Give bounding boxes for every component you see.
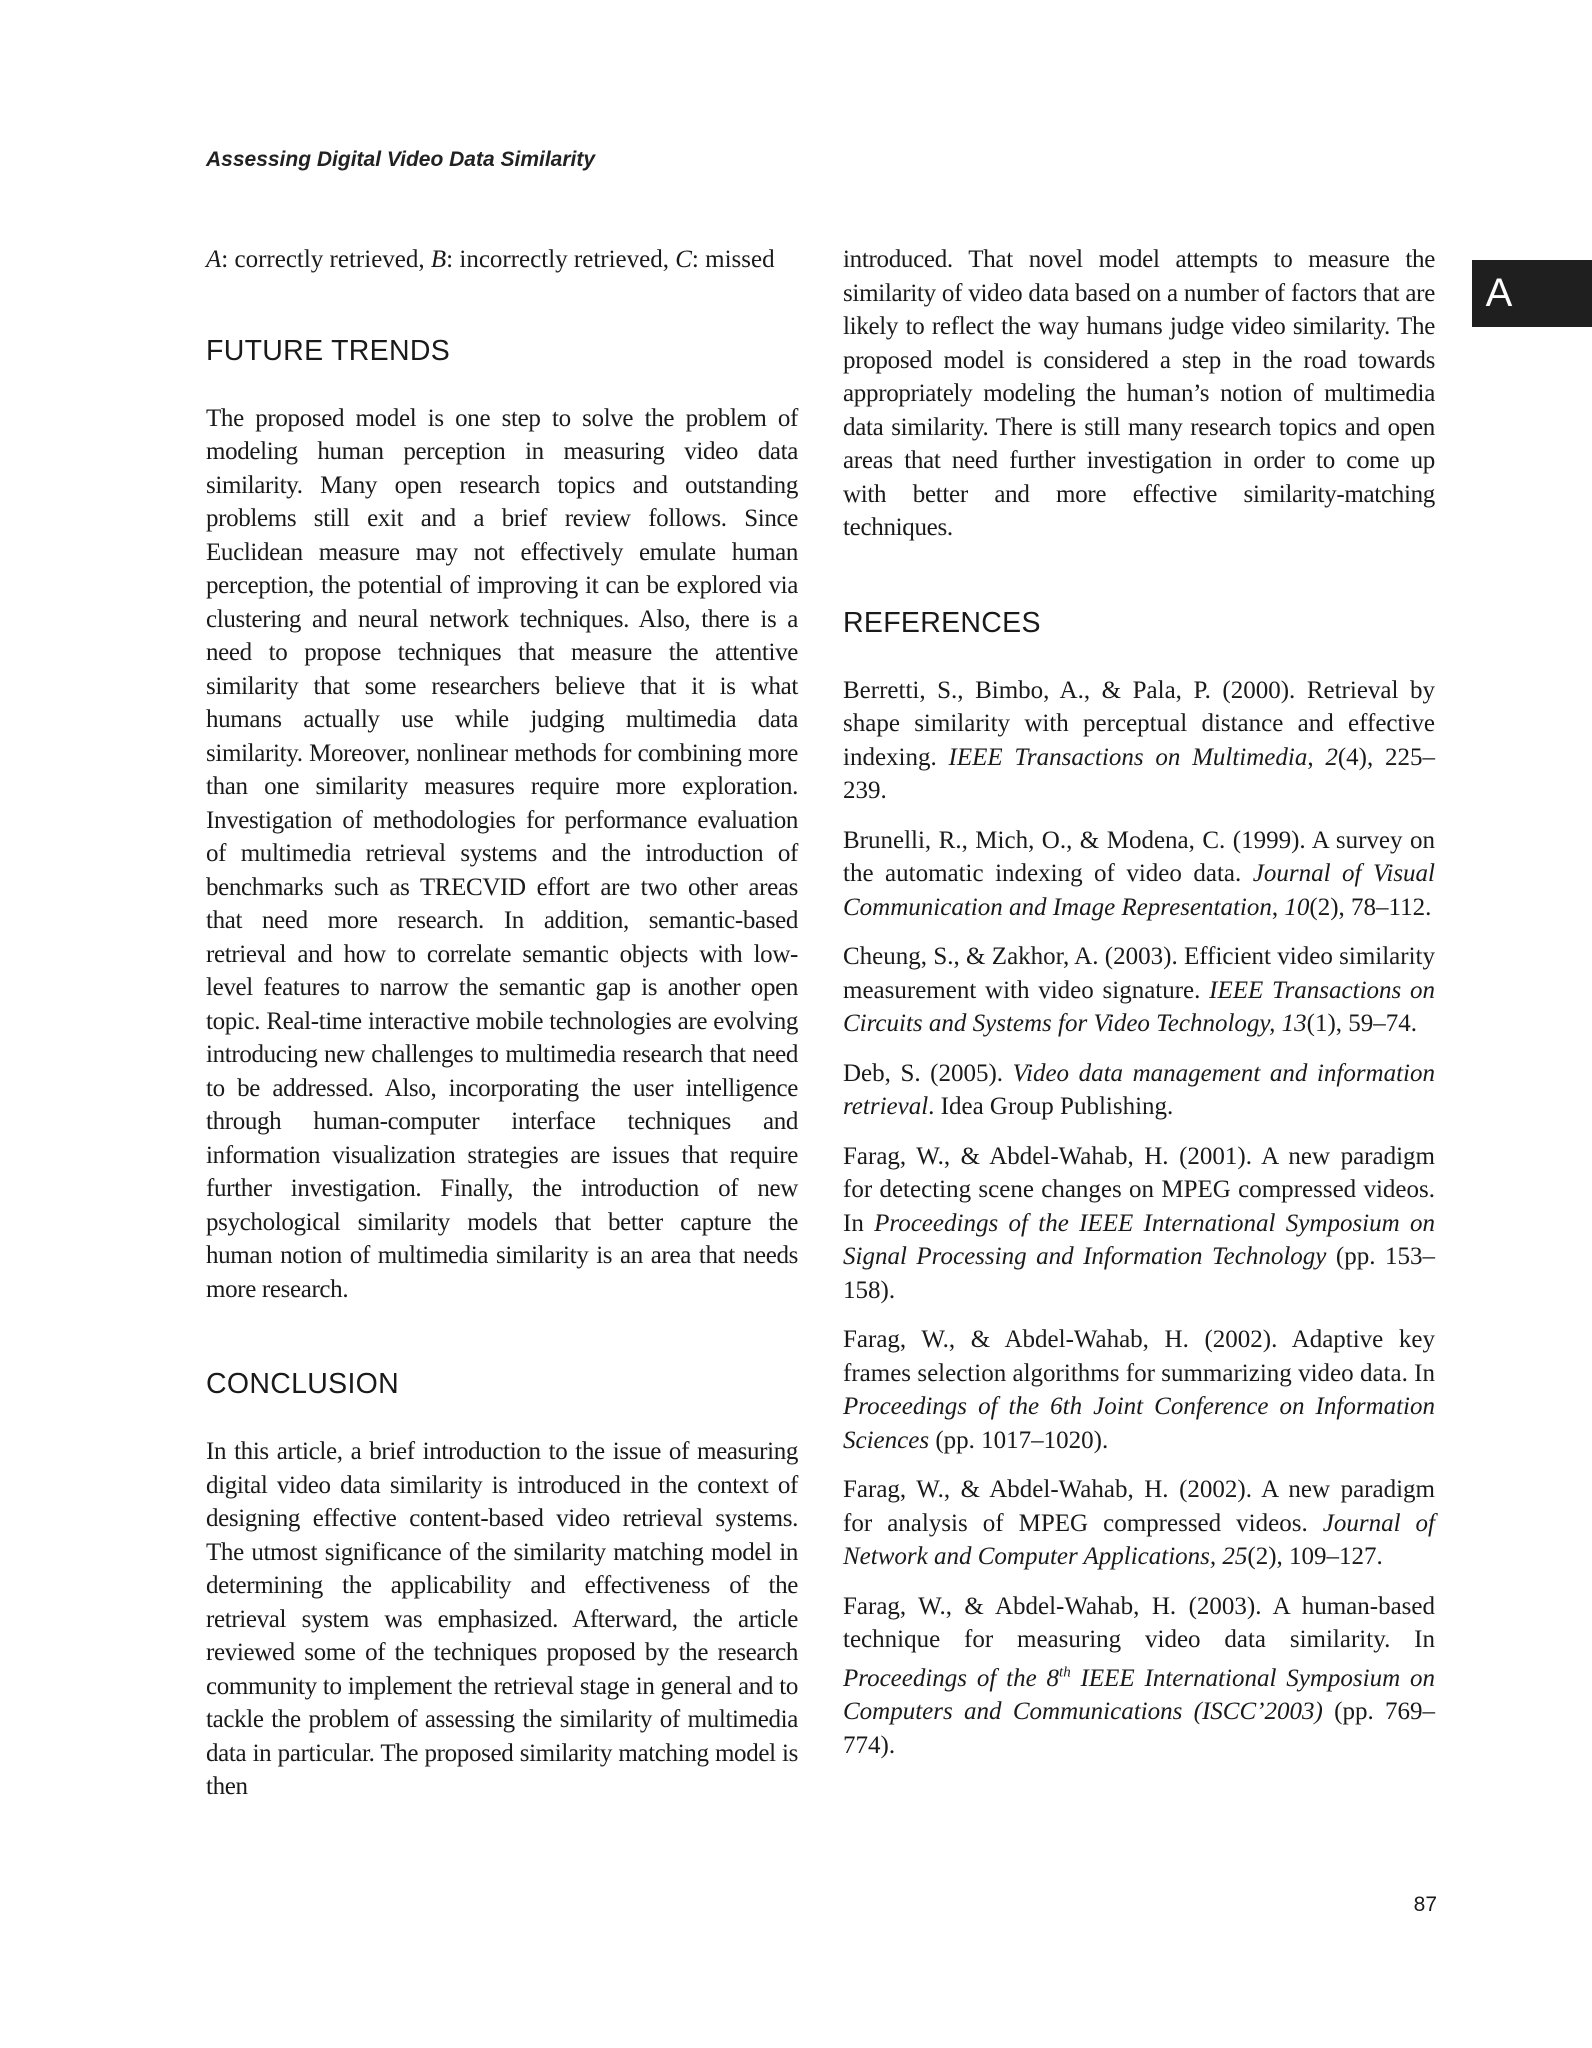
reference-text: (pp. 153–158). [843, 1243, 1436, 1304]
ordinal-suffix: th [1059, 1664, 1071, 1681]
reference-item [843, 1140, 1435, 1308]
future-trends-paragraph: The proposed model is one step to solve the problem of modeling human perception in measuring video data similarity. Many open research topics and outstanding problems still exit and a brief review follows. Since Euclidean measure may not effectively emulate human perception, the potential of improving it can be explored via clustering and neural network techniques. Also, there is a need to propose techniques that measure the attentive similarity that some researchers believe that it is what humans actually use while judging multimedia data similarity. Moreover, nonlinear methods for combining more than one similarity measures require more exploration. Investigation of methodologies for performance evaluation of multimedia retrieval systems and the introduction of benchmarks such as TRECVID effort are two other areas that need more research. In addition, semantic-based retrieval and how to correlate semantic objects with low-level features to narrow the semantic gap is another open topic. Real-time interactive mobile technologies are evolving introducing new challenges to multimedia research that need to be addressed. Also, incorporating the user intelligence through human-computer interface techniques and information visualization strategies are issues that require further investigation. Finally, the introduction of new psychological similarity models that better capture the human notion of multimedia similarity is an area that needs more research. [206, 404, 798, 1303]
reference-text: , [1271, 893, 1285, 921]
reference-source: Video data management and information retrieval [843, 1059, 1435, 1120]
reference-volume: 2 [1325, 743, 1338, 771]
reference-text: (4), 225–239. [843, 743, 1435, 804]
conclusion-heading: CONCLUSION [206, 1368, 400, 1400]
conclusion-continuation: introduced. That novel model attempts to measure the similarity of video data based on a number of factors that are likely to reflect the way humans judge video similarity. The proposed model is considered a step in the road towards appropriately modeling the human’s notion of multimedia data similarity. There is still many research topics and open areas that need further investigation in order to come up with better and more effective similarity-matching techniques. [843, 246, 1435, 541]
reference-text: Farag, W., & Abdel-Wahab, H. (2001). A new paradigm for detecting scene changes on MPEG compressed videos. In [843, 1142, 1435, 1237]
var-a: A [206, 246, 222, 273]
references-list [843, 674, 1435, 1763]
reference-item [843, 940, 1435, 1041]
right-column [843, 243, 1435, 1778]
page-number: 87 [1413, 1893, 1437, 1916]
reference-item [843, 1473, 1435, 1574]
reference-source: Proceedings of the IEEE International Symposium on Signal Processing and Information Technology [843, 1209, 1435, 1270]
running-title: Assessing Digital Video Data Similarity [206, 148, 596, 171]
reference-item [843, 1057, 1435, 1124]
var-b: B [430, 246, 447, 273]
reference-text: (2), 78–112. [1309, 893, 1432, 921]
future-trends-heading: FUTURE TRENDS [206, 334, 451, 367]
reference-item [843, 674, 1435, 808]
section-letter: A [1485, 271, 1513, 315]
reference-source-part: IEEE International Symposium on Computers and Communications (ISCC’2003) [843, 1664, 1435, 1726]
reference-source-part: Proceedings of the 8 [843, 1664, 1060, 1692]
section-letter-tab [1472, 260, 1592, 327]
reference-source: Journal of Visual Communication and Image Representation [843, 860, 1435, 921]
reference-text: Cheung, S., & Zakhor, A. (2003). Efficient video similarity measurement with video signature. [843, 943, 1435, 1004]
reference-text: (1), 59–74. [1306, 1010, 1418, 1037]
intro-legend [206, 243, 798, 277]
reference-source: IEEE Transactions on Multimedia [948, 743, 1308, 771]
legend-b-text: : incorrectly retrieved, [446, 246, 676, 273]
reference-text: . Idea Group Publishing. [928, 1093, 1174, 1120]
reference-text: Farag, W., & Abdel-Wahab, H. (2003). A human-based technique for measuring video data similarity. In [843, 1592, 1435, 1653]
reference-text: , [1307, 743, 1326, 771]
reference-source: Journal of Network and Computer Applications, 25 [843, 1509, 1436, 1570]
reference-text: Farag, W., & Abdel-Wahab, H. (2002). A new paradigm for analysis of MPEG compressed videos. [843, 1476, 1435, 1537]
reference-item [843, 824, 1435, 925]
reference-text: Deb, S. (2005). [843, 1059, 1013, 1087]
reference-text: Farag, W., & Abdel-Wahab, H. (2002). Adaptive key frames selection algorithms for summarizing video data. In [843, 1326, 1435, 1387]
legend-a-text: : correctly retrieved, [221, 246, 431, 273]
reference-source: IEEE Transactions on Circuits and Systems for Video Technology, 13 [843, 976, 1435, 1037]
reference-source: Proceedings of the 6th Joint Conference on Information Sciences [843, 1393, 1435, 1454]
conclusion-paragraph: In this article, a brief introduction to the issue of measuring digital video data similarity is introduced in the context of designing effective content-based video retrieval systems. The utmost significance of the similarity matching model in determining the applicability and effectiveness of the retrieval system was emphasized. Afterward, the article reviewed some of the techniques proposed by the research community to implement the retrieval stage in general and to tackle the problem of assessing the similarity of multimedia data in particular. The proposed similarity matching model is then [206, 1438, 798, 1800]
reference-text: (pp. 1017–1020). [929, 1426, 1109, 1454]
var-c: C [675, 246, 692, 273]
legend-c-text: : missed [691, 246, 775, 273]
references-heading: REFERENCES [843, 606, 1041, 639]
reference-item [843, 1323, 1435, 1457]
reference-text: Brunelli, R., Mich, O., & Modena, C. (1999). A survey on the automatic indexing of video data. [843, 826, 1435, 887]
reference-item [843, 1590, 1435, 1763]
left-column [206, 243, 798, 1804]
reference-volume: 10 [1284, 893, 1310, 921]
reference-text: (pp. 769–774). [843, 1698, 1436, 1759]
reference-text: (2), 109–127. [1247, 1543, 1383, 1570]
reference-text: Berretti, S., Bimbo, A., & Pala, P. (2000). Retrieval by shape similarity with perceptual distance and effective indexing. [843, 676, 1435, 771]
